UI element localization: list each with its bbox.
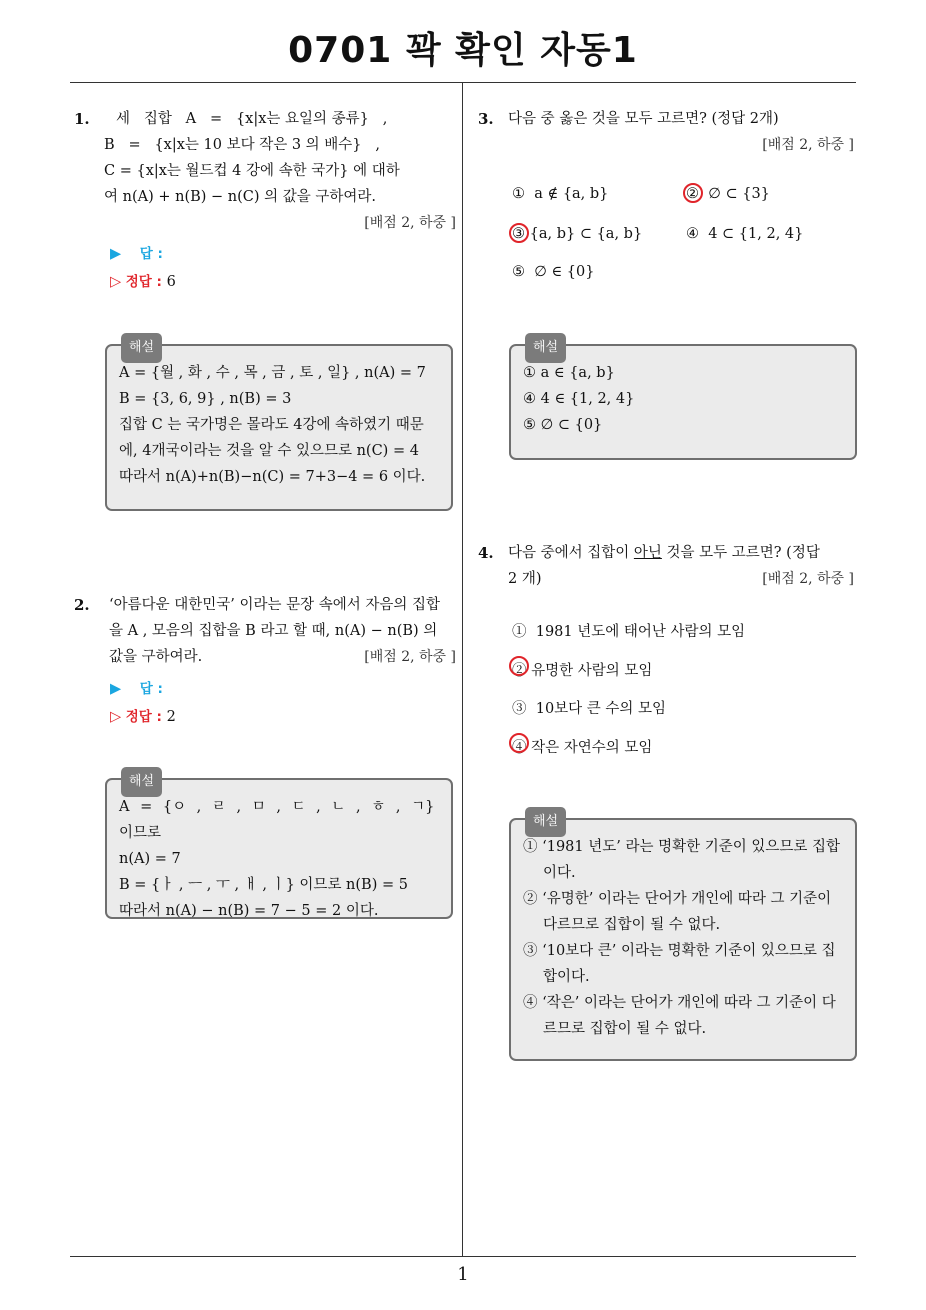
question-3 [478,106,854,158]
answer-line [110,242,163,262]
option-2 [512,659,652,680]
selected-circle-icon [509,733,529,753]
option-text: 4 ⊂ {1, 2, 4} [708,226,804,242]
option-3 [512,226,642,242]
bottom-rule [70,1256,856,1257]
question-number: 3. [478,110,494,128]
question-line: 세 집합 A = {x|x는 요일의 종류} , [116,111,388,127]
explanation-line: ④ 4 ∈ {1, 2, 4} [523,391,635,407]
option-mark: ⑤ [512,264,525,280]
underlined-keyword: 아닌 [633,545,662,561]
question-1 [74,106,456,236]
option-text: 작은 자연수의 모임 [531,740,653,756]
question-meta: [배점 2, 하중 ] [364,215,456,231]
selected-circle-icon [509,656,529,676]
option-text: {a, b} ⊂ {a, b} [529,226,643,242]
correct-label: 정답 : [125,709,162,725]
correct-arrow-icon: ▷ [110,274,122,290]
explanation-tab: 해설 [121,333,162,363]
option-mark: ① [512,624,527,640]
question-meta: [배점 2, 하중 ] [364,649,456,665]
explanation-line: ③ ‘10보다 큰’ 이라는 명확한 기준이 있으므로 집 합이다. [523,943,836,985]
option-1 [512,620,745,641]
explanation-box [509,340,857,460]
answer-label: 답 : [139,681,163,697]
question-text: 다음 중에서 집합이 [508,545,634,561]
question-text: 2 개) [508,571,542,587]
question-number: 4. [478,544,494,562]
question-number: 1. [74,110,90,128]
explanation-line: B = {ㅏ , ㅡ , ㅜ , ㅐ , ㅣ} 이므로 n(B) = 5 [119,877,408,893]
option-3 [512,697,666,718]
question-text: 것을 모두 고르면? (정답 [661,545,820,561]
question-line: B = {x|x는 10 보다 작은 3 의 배수} , [104,137,380,153]
option-text: 1981 년도에 태어난 사람의 모임 [535,624,746,640]
option-1 [512,186,608,202]
option-text: a ∉ {a, b} [534,186,609,202]
page-title: 0701 꽉 확인 자동1 [288,30,638,71]
correct-answer-line [110,270,176,290]
option-mark: ② [686,186,699,202]
answer-arrow-icon: ▶ [110,246,122,262]
explanation-line: B = {3, 6, 9} , n(B) = 3 [119,391,292,407]
option-mark: ④ [686,226,699,242]
top-rule [70,82,856,83]
option-mark: ② [512,663,527,679]
option-mark: ③ [512,226,525,242]
correct-answer-line [110,705,176,725]
option-text: ∅ ⊂ {3} [708,186,770,202]
question-4 [478,540,854,592]
option-text: 유명한 사람의 모임 [531,663,653,679]
question-2 [74,592,456,670]
option-mark: ③ [512,701,527,717]
correct-answer-value: 6 [166,274,176,290]
question-line: 여 n(A) + n(B) − n(C) 의 값을 구하여라. [104,189,377,205]
explanation-line: A = {ㅇ , ㄹ , ㅁ , ㄷ , ㄴ , ㅎ , ㄱ} 이므로 [119,799,435,841]
explanation-line: n(A) = 7 [119,851,181,867]
question-meta: [배점 2, 하중 ] [762,571,854,587]
explanation-tab: 해설 [525,333,566,363]
selected-circle-icon [683,183,703,203]
question-line: 을 A , 모음의 집합을 B 라고 할 때, n(A) − n(B) 의 [109,623,438,639]
answer-arrow-icon: ▶ [110,681,122,697]
explanation-line: 에, 4개국이라는 것을 알 수 있으므로 n(C) = 4 [119,443,419,459]
explanation-tab: 해설 [121,767,162,797]
column-divider [462,83,463,1257]
explanation-line: A = {월 , 화 , 수 , 목 , 금 , 토 , 일} , n(A) = 7 [119,365,426,381]
option-mark: ① [512,186,525,202]
selected-circle-icon [509,223,529,243]
option-5 [512,264,594,280]
option-4 [686,226,803,242]
explanation-line: ② ‘유명한’ 이라는 단어가 개인에 따라 그 기준이 다르므로 집합이 될 수 없다. [523,891,832,933]
explanation-line: 집합 C 는 국가명은 몰라도 4강에 속하였기 때문 [119,417,424,433]
question-line: ‘아름다운 대한민국’ 이라는 문장 속에서 자음의 집합 [109,597,441,613]
question-line: C = {x|x는 월드컵 4 강에 속한 국가} 에 대하 [104,163,400,179]
explanation-line: ④ ‘작은’ 이라는 단어가 개인에 따라 그 기준이 다 르므로 집합이 될 수 없다. [523,995,836,1037]
explanation-line: 따라서 n(A)+n(B)−n(C) = 7+3−4 = 6 이다. [119,469,426,485]
explanation-line: ⑤ ∅ ⊂ {0} [523,417,603,433]
explanation-line: 따라서 n(A) − n(B) = 7 − 5 = 2 이다. [119,903,379,919]
option-text: ∅ ∈ {0} [534,264,595,280]
explanation-line: ① ‘1981 년도’ 라는 명확한 기준이 있으므로 집합 이다. [523,839,840,881]
correct-label: 정답 : [125,274,162,290]
explanation-tab: 해설 [525,807,566,837]
option-text: 10보다 큰 수의 모임 [535,701,667,717]
answer-label: 답 : [139,246,163,262]
correct-answer-value: 2 [166,709,176,725]
option-mark: ④ [512,740,527,756]
option-4 [512,736,652,757]
answer-line [110,677,163,697]
explanation-box [105,340,453,511]
question-number: 2. [74,596,90,614]
explanation-line: ① a ∈ {a, b} [523,365,615,381]
explanation-box [509,814,857,1061]
explanation-box [105,774,453,919]
page-number: 1 [457,1264,469,1285]
question-text: 다음 중 옳은 것을 모두 고르면? (정답 2개) [508,111,779,127]
correct-arrow-icon: ▷ [110,709,122,725]
question-line: 값을 구하여라. [109,649,203,665]
question-meta: [배점 2, 하중 ] [762,137,854,153]
